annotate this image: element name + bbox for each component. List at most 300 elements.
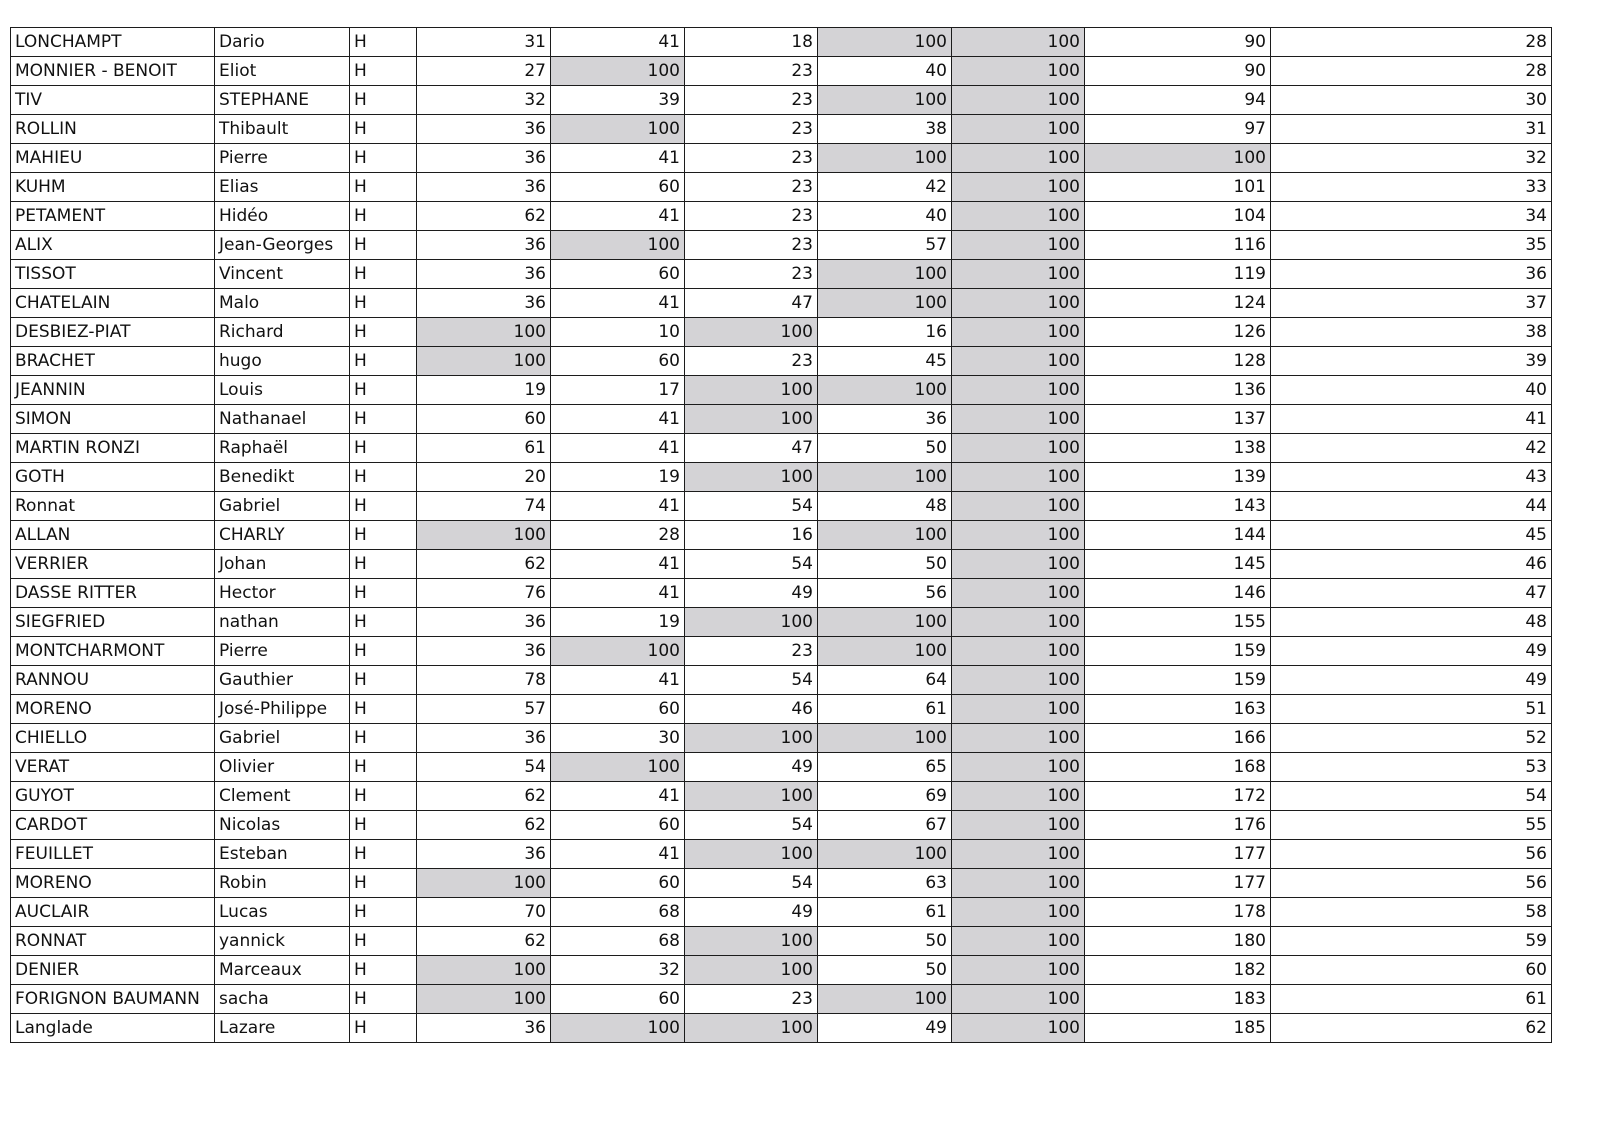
first-name-cell: Pierre	[215, 637, 350, 666]
gender-cell: H	[350, 985, 417, 1014]
score-cell-2: 19	[551, 463, 685, 492]
last-name-cell: TIV	[11, 86, 215, 115]
table-row	[11, 782, 1552, 811]
score-cell-1: 100	[417, 521, 551, 550]
rank-cell: 47	[1271, 579, 1552, 608]
score-cell-1: 62	[417, 811, 551, 840]
gender-cell: H	[350, 347, 417, 376]
score-cell-1: 76	[417, 579, 551, 608]
table-row	[11, 666, 1552, 695]
score-cell-3: 49	[685, 753, 818, 782]
score-cell-3: 23	[685, 231, 818, 260]
score-cell-5: 100	[952, 318, 1085, 347]
score-cell-2: 68	[551, 898, 685, 927]
first-name-cell: Hidéo	[215, 202, 350, 231]
table-row	[11, 840, 1552, 869]
score-cell-3: 18	[685, 28, 818, 57]
score-cell-3: 100	[685, 956, 818, 985]
score-cell-5: 100	[952, 840, 1085, 869]
score-cell-3: 100	[685, 318, 818, 347]
gender-cell: H	[350, 115, 417, 144]
rank-cell: 41	[1271, 405, 1552, 434]
score-cell-2: 60	[551, 811, 685, 840]
score-cell-3: 23	[685, 985, 818, 1014]
rank-cell: 51	[1271, 695, 1552, 724]
score-cell-1: 78	[417, 666, 551, 695]
first-name-cell: José-Philippe	[215, 695, 350, 724]
total-cell: 138	[1085, 434, 1271, 463]
gender-cell: H	[350, 695, 417, 724]
table-row	[11, 28, 1552, 57]
score-cell-4: 50	[818, 434, 952, 463]
score-cell-3: 100	[685, 608, 818, 637]
score-cell-4: 61	[818, 695, 952, 724]
score-cell-2: 39	[551, 86, 685, 115]
score-cell-1: 100	[417, 985, 551, 1014]
score-cell-2: 100	[551, 753, 685, 782]
total-cell: 101	[1085, 173, 1271, 202]
score-cell-1: 19	[417, 376, 551, 405]
first-name-cell: Olivier	[215, 753, 350, 782]
score-cell-3: 23	[685, 144, 818, 173]
score-cell-2: 19	[551, 608, 685, 637]
score-cell-3: 46	[685, 695, 818, 724]
rank-cell: 59	[1271, 927, 1552, 956]
score-cell-1: 20	[417, 463, 551, 492]
last-name-cell: SIEGFRIED	[11, 608, 215, 637]
score-cell-1: 36	[417, 173, 551, 202]
total-cell: 144	[1085, 521, 1271, 550]
gender-cell: H	[350, 608, 417, 637]
table-row	[11, 492, 1552, 521]
total-cell: 143	[1085, 492, 1271, 521]
score-cell-2: 28	[551, 521, 685, 550]
first-name-cell: Nathanael	[215, 405, 350, 434]
gender-cell: H	[350, 956, 417, 985]
score-cell-1: 61	[417, 434, 551, 463]
score-cell-2: 41	[551, 492, 685, 521]
first-name-cell: Gabriel	[215, 492, 350, 521]
score-cell-3: 23	[685, 202, 818, 231]
total-cell: 90	[1085, 57, 1271, 86]
first-name-cell: Louis	[215, 376, 350, 405]
total-cell: 94	[1085, 86, 1271, 115]
score-cell-1: 100	[417, 869, 551, 898]
first-name-cell: Vincent	[215, 260, 350, 289]
table-row	[11, 927, 1552, 956]
first-name-cell: Richard	[215, 318, 350, 347]
gender-cell: H	[350, 260, 417, 289]
score-cell-4: 36	[818, 405, 952, 434]
score-cell-1: 32	[417, 86, 551, 115]
score-cell-3: 49	[685, 898, 818, 927]
rank-cell: 44	[1271, 492, 1552, 521]
score-cell-5: 100	[952, 347, 1085, 376]
score-cell-3: 54	[685, 869, 818, 898]
score-cell-5: 100	[952, 956, 1085, 985]
score-cell-3: 54	[685, 811, 818, 840]
score-cell-4: 100	[818, 985, 952, 1014]
gender-cell: H	[350, 376, 417, 405]
score-cell-2: 100	[551, 115, 685, 144]
total-cell: 168	[1085, 753, 1271, 782]
first-name-cell: Malo	[215, 289, 350, 318]
score-cell-5: 100	[952, 927, 1085, 956]
table-row	[11, 1014, 1552, 1043]
score-cell-1: 36	[417, 608, 551, 637]
first-name-cell: Dario	[215, 28, 350, 57]
rank-cell: 46	[1271, 550, 1552, 579]
score-cell-5: 100	[952, 173, 1085, 202]
table-row	[11, 376, 1552, 405]
rank-cell: 61	[1271, 985, 1552, 1014]
first-name-cell: Marceaux	[215, 956, 350, 985]
rank-cell: 53	[1271, 753, 1552, 782]
score-cell-4: 50	[818, 956, 952, 985]
total-cell: 119	[1085, 260, 1271, 289]
last-name-cell: AUCLAIR	[11, 898, 215, 927]
gender-cell: H	[350, 144, 417, 173]
first-name-cell: Jean-Georges	[215, 231, 350, 260]
score-cell-2: 100	[551, 637, 685, 666]
score-cell-5: 100	[952, 260, 1085, 289]
score-cell-4: 57	[818, 231, 952, 260]
score-cell-2: 17	[551, 376, 685, 405]
rank-cell: 28	[1271, 28, 1552, 57]
table-row	[11, 724, 1552, 753]
last-name-cell: VERAT	[11, 753, 215, 782]
score-cell-4: 40	[818, 202, 952, 231]
last-name-cell: FORIGNON BAUMANN	[11, 985, 215, 1014]
first-name-cell: Robin	[215, 869, 350, 898]
total-cell: 146	[1085, 579, 1271, 608]
gender-cell: H	[350, 492, 417, 521]
table-row	[11, 579, 1552, 608]
score-cell-2: 41	[551, 28, 685, 57]
score-cell-1: 27	[417, 57, 551, 86]
rank-cell: 31	[1271, 115, 1552, 144]
last-name-cell: ROLLIN	[11, 115, 215, 144]
gender-cell: H	[350, 86, 417, 115]
score-cell-1: 70	[417, 898, 551, 927]
table-row	[11, 318, 1552, 347]
score-cell-2: 41	[551, 579, 685, 608]
score-cell-5: 100	[952, 579, 1085, 608]
last-name-cell: KUHM	[11, 173, 215, 202]
table-row	[11, 898, 1552, 927]
first-name-cell: Eliot	[215, 57, 350, 86]
score-cell-5: 100	[952, 405, 1085, 434]
total-cell: 116	[1085, 231, 1271, 260]
score-cell-5: 100	[952, 57, 1085, 86]
last-name-cell: VERRIER	[11, 550, 215, 579]
gender-cell: H	[350, 231, 417, 260]
last-name-cell: DESBIEZ-PIAT	[11, 318, 215, 347]
score-cell-2: 41	[551, 202, 685, 231]
table-row	[11, 405, 1552, 434]
score-cell-3: 100	[685, 463, 818, 492]
rank-cell: 62	[1271, 1014, 1552, 1043]
score-cell-5: 100	[952, 782, 1085, 811]
rank-cell: 34	[1271, 202, 1552, 231]
table-row	[11, 463, 1552, 492]
score-cell-5: 100	[952, 811, 1085, 840]
first-name-cell: Thibault	[215, 115, 350, 144]
total-cell: 136	[1085, 376, 1271, 405]
last-name-cell: CHIELLO	[11, 724, 215, 753]
total-cell: 104	[1085, 202, 1271, 231]
first-name-cell: hugo	[215, 347, 350, 376]
rank-cell: 35	[1271, 231, 1552, 260]
score-cell-5: 100	[952, 86, 1085, 115]
last-name-cell: CHATELAIN	[11, 289, 215, 318]
rank-cell: 56	[1271, 840, 1552, 869]
score-cell-4: 100	[818, 463, 952, 492]
results-table	[10, 27, 1552, 1043]
rank-cell: 28	[1271, 57, 1552, 86]
last-name-cell: GUYOT	[11, 782, 215, 811]
score-cell-1: 36	[417, 289, 551, 318]
total-cell: 90	[1085, 28, 1271, 57]
score-cell-3: 47	[685, 434, 818, 463]
score-cell-1: 36	[417, 144, 551, 173]
gender-cell: H	[350, 782, 417, 811]
rank-cell: 36	[1271, 260, 1552, 289]
score-cell-1: 100	[417, 318, 551, 347]
score-cell-1: 36	[417, 260, 551, 289]
last-name-cell: MONTCHARMONT	[11, 637, 215, 666]
rank-cell: 52	[1271, 724, 1552, 753]
total-cell: 126	[1085, 318, 1271, 347]
gender-cell: H	[350, 405, 417, 434]
score-cell-5: 100	[952, 28, 1085, 57]
score-cell-4: 100	[818, 144, 952, 173]
total-cell: 177	[1085, 840, 1271, 869]
score-cell-1: 54	[417, 753, 551, 782]
score-cell-5: 100	[952, 550, 1085, 579]
table-row	[11, 869, 1552, 898]
total-cell: 166	[1085, 724, 1271, 753]
score-cell-2: 60	[551, 869, 685, 898]
score-cell-1: 100	[417, 956, 551, 985]
score-cell-4: 61	[818, 898, 952, 927]
score-cell-3: 54	[685, 550, 818, 579]
score-cell-5: 100	[952, 637, 1085, 666]
score-cell-1: 62	[417, 782, 551, 811]
first-name-cell: sacha	[215, 985, 350, 1014]
score-cell-2: 60	[551, 260, 685, 289]
score-cell-5: 100	[952, 289, 1085, 318]
score-cell-5: 100	[952, 492, 1085, 521]
last-name-cell: PETAMENT	[11, 202, 215, 231]
rank-cell: 60	[1271, 956, 1552, 985]
score-cell-3: 100	[685, 840, 818, 869]
rank-cell: 43	[1271, 463, 1552, 492]
score-cell-5: 100	[952, 521, 1085, 550]
last-name-cell: JEANNIN	[11, 376, 215, 405]
gender-cell: H	[350, 289, 417, 318]
score-cell-2: 68	[551, 927, 685, 956]
gender-cell: H	[350, 318, 417, 347]
score-cell-1: 36	[417, 231, 551, 260]
total-cell: 100	[1085, 144, 1271, 173]
score-cell-1: 74	[417, 492, 551, 521]
table-row	[11, 115, 1552, 144]
table-row	[11, 521, 1552, 550]
first-name-cell: Gauthier	[215, 666, 350, 695]
gender-cell: H	[350, 811, 417, 840]
total-cell: 137	[1085, 405, 1271, 434]
score-cell-2: 60	[551, 347, 685, 376]
total-cell: 97	[1085, 115, 1271, 144]
table-row	[11, 550, 1552, 579]
last-name-cell: CARDOT	[11, 811, 215, 840]
score-cell-3: 23	[685, 260, 818, 289]
score-cell-5: 100	[952, 376, 1085, 405]
score-cell-1: 100	[417, 347, 551, 376]
score-cell-1: 62	[417, 550, 551, 579]
score-cell-3: 49	[685, 579, 818, 608]
score-cell-3: 47	[685, 289, 818, 318]
score-cell-2: 10	[551, 318, 685, 347]
total-cell: 172	[1085, 782, 1271, 811]
score-cell-4: 56	[818, 579, 952, 608]
first-name-cell: Esteban	[215, 840, 350, 869]
score-cell-4: 100	[818, 608, 952, 637]
gender-cell: H	[350, 927, 417, 956]
score-cell-4: 69	[818, 782, 952, 811]
last-name-cell: RONNAT	[11, 927, 215, 956]
gender-cell: H	[350, 869, 417, 898]
gender-cell: H	[350, 637, 417, 666]
score-cell-3: 23	[685, 86, 818, 115]
rank-cell: 54	[1271, 782, 1552, 811]
score-cell-4: 40	[818, 57, 952, 86]
score-cell-4: 49	[818, 1014, 952, 1043]
first-name-cell: Lazare	[215, 1014, 350, 1043]
table-row	[11, 57, 1552, 86]
gender-cell: H	[350, 173, 417, 202]
score-cell-3: 16	[685, 521, 818, 550]
rank-cell: 42	[1271, 434, 1552, 463]
score-cell-3: 54	[685, 666, 818, 695]
total-cell: 177	[1085, 869, 1271, 898]
gender-cell: H	[350, 463, 417, 492]
last-name-cell: MORENO	[11, 869, 215, 898]
table-row	[11, 811, 1552, 840]
total-cell: 163	[1085, 695, 1271, 724]
first-name-cell: Clement	[215, 782, 350, 811]
total-cell: 128	[1085, 347, 1271, 376]
score-cell-3: 23	[685, 347, 818, 376]
score-cell-5: 100	[952, 695, 1085, 724]
gender-cell: H	[350, 753, 417, 782]
total-cell: 159	[1085, 666, 1271, 695]
score-cell-3: 100	[685, 782, 818, 811]
score-cell-1: 62	[417, 202, 551, 231]
first-name-cell: Lucas	[215, 898, 350, 927]
score-cell-4: 16	[818, 318, 952, 347]
results-table-body	[11, 28, 1552, 1043]
score-cell-2: 60	[551, 695, 685, 724]
results-sheet	[10, 27, 1551, 1043]
score-cell-1: 60	[417, 405, 551, 434]
last-name-cell: RANNOU	[11, 666, 215, 695]
table-row	[11, 695, 1552, 724]
table-row	[11, 202, 1552, 231]
score-cell-5: 100	[952, 231, 1085, 260]
score-cell-2: 32	[551, 956, 685, 985]
first-name-cell: CHARLY	[215, 521, 350, 550]
gender-cell: H	[350, 28, 417, 57]
rank-cell: 48	[1271, 608, 1552, 637]
table-row	[11, 956, 1552, 985]
table-row	[11, 434, 1552, 463]
total-cell: 159	[1085, 637, 1271, 666]
score-cell-4: 100	[818, 840, 952, 869]
total-cell: 182	[1085, 956, 1271, 985]
table-row	[11, 985, 1552, 1014]
score-cell-3: 23	[685, 173, 818, 202]
last-name-cell: Langlade	[11, 1014, 215, 1043]
score-cell-1: 36	[417, 637, 551, 666]
score-cell-1: 36	[417, 724, 551, 753]
gender-cell: H	[350, 724, 417, 753]
last-name-cell: MORENO	[11, 695, 215, 724]
last-name-cell: DASSE RITTER	[11, 579, 215, 608]
score-cell-5: 100	[952, 666, 1085, 695]
gender-cell: H	[350, 898, 417, 927]
total-cell: 185	[1085, 1014, 1271, 1043]
score-cell-5: 100	[952, 1014, 1085, 1043]
score-cell-4: 65	[818, 753, 952, 782]
rank-cell: 40	[1271, 376, 1552, 405]
score-cell-2: 41	[551, 550, 685, 579]
score-cell-3: 23	[685, 637, 818, 666]
score-cell-2: 41	[551, 289, 685, 318]
score-cell-3: 100	[685, 405, 818, 434]
total-cell: 155	[1085, 608, 1271, 637]
first-name-cell: Raphaël	[215, 434, 350, 463]
total-cell: 180	[1085, 927, 1271, 956]
first-name-cell: STEPHANE	[215, 86, 350, 115]
table-row	[11, 231, 1552, 260]
total-cell: 176	[1085, 811, 1271, 840]
score-cell-4: 67	[818, 811, 952, 840]
score-cell-2: 100	[551, 231, 685, 260]
score-cell-4: 100	[818, 724, 952, 753]
score-cell-3: 23	[685, 115, 818, 144]
score-cell-4: 100	[818, 260, 952, 289]
last-name-cell: MARTIN RONZI	[11, 434, 215, 463]
score-cell-1: 36	[417, 840, 551, 869]
score-cell-3: 100	[685, 927, 818, 956]
total-cell: 183	[1085, 985, 1271, 1014]
gender-cell: H	[350, 202, 417, 231]
gender-cell: H	[350, 840, 417, 869]
first-name-cell: Johan	[215, 550, 350, 579]
score-cell-5: 100	[952, 724, 1085, 753]
total-cell: 178	[1085, 898, 1271, 927]
score-cell-4: 64	[818, 666, 952, 695]
first-name-cell: Elias	[215, 173, 350, 202]
rank-cell: 49	[1271, 637, 1552, 666]
score-cell-4: 50	[818, 550, 952, 579]
first-name-cell: nathan	[215, 608, 350, 637]
score-cell-2: 41	[551, 840, 685, 869]
score-cell-4: 48	[818, 492, 952, 521]
last-name-cell: Ronnat	[11, 492, 215, 521]
